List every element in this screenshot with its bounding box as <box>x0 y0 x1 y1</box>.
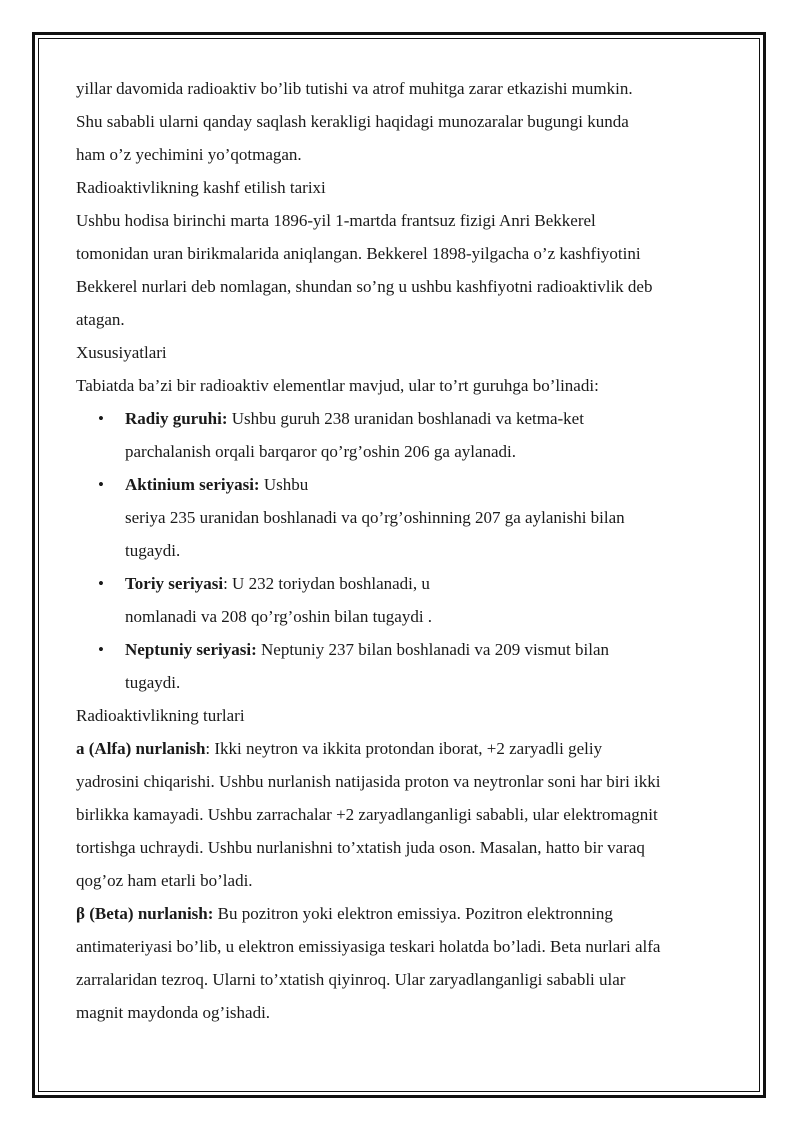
bullet-icon: • <box>98 409 104 428</box>
series-text: Ushbu <box>259 475 309 494</box>
series-text: tugaydi. <box>125 673 181 692</box>
series-text: parchalanish orqali barqaror qo’rg’oshin 206 ga aylanadi. <box>125 442 517 461</box>
text-line: zarralaridan tezroq. Ularni to’xtatish qiyinroq. Ular zaryadlanganligi sababli ular <box>76 970 626 989</box>
alpha-paragraph <box>76 732 736 897</box>
text-line: magnit maydonda og’ishadi. <box>76 1003 271 1022</box>
beta-title: β (Beta) nurlanish: <box>76 904 214 923</box>
history-paragraph <box>76 204 736 336</box>
list-item <box>76 402 736 468</box>
list-item <box>76 567 736 633</box>
beta-paragraph <box>76 897 736 1029</box>
bullet-icon: • <box>98 475 104 494</box>
list-item <box>76 633 736 699</box>
series-text: Ushbu guruh 238 uranidan boshlanadi va ketma-ket <box>227 409 584 428</box>
series-text: seriya 235 uranidan boshlanadi va qo’rg’oshinning 207 ga aylanishi bilan <box>125 508 625 527</box>
beta-text: Bu pozitron yoki elektron emissiya. Pozitron elektronning <box>213 904 613 923</box>
section-heading-properties: Xususiyatlari <box>76 343 167 362</box>
series-text: : U 232 toriydan boshlanadi, u <box>223 574 430 593</box>
series-title: Aktinium seriyasi: <box>125 475 260 494</box>
text-line: yadrosini chiqarishi. Ushbu nurlanish natijasida proton va neytronlar soni har biri ikki <box>76 772 661 791</box>
series-title: Radiy guruhi: <box>125 409 228 428</box>
text-line: qog’oz ham etarli bo’ladi. <box>76 871 253 890</box>
bullet-icon: • <box>98 640 104 659</box>
series-title: Toriy seriyasi <box>125 574 224 593</box>
section-heading-history: Radioaktivlikning kashf etilish tarixi <box>76 178 326 197</box>
alpha-title: a (Alfa) nurlanish <box>76 739 206 758</box>
series-text: tugaydi. <box>125 541 181 560</box>
document-body <box>76 72 736 1029</box>
text-line: antimateriyasi bo’lib, u elektron emissiyasiga teskari holatda bo’ladi. Beta nurlari alfa <box>76 937 661 956</box>
text-line: yillar davomida radioaktiv bo’lib tutishi va atrof muhitga zarar etkazishi mumkin. <box>76 79 633 98</box>
text-line: Ushbu hodisa birinchi marta 1896-yil 1-martda frantsuz fizigi Anri Bekkerel <box>76 211 596 230</box>
text-line: Shu sababli ularni qanday saqlash kerakligi haqidagi munozaralar bugungi kunda <box>76 112 629 131</box>
series-text: nomlanadi va 208 qo’rg’oshin bilan tugaydi . <box>125 607 433 626</box>
text-line: atagan. <box>76 310 125 329</box>
series-text: Neptuniy 237 bilan boshlanadi va 209 vismut bilan <box>256 640 609 659</box>
intro-paragraph <box>76 72 736 171</box>
text-line: birlikka kamayadi. Ushbu zarrachalar +2 zaryadlanganligi sababli, ular elektromagnit <box>76 805 658 824</box>
series-list <box>76 402 736 699</box>
list-item <box>76 468 736 567</box>
text-line: tomonidan uran birikmalarida aniqlangan. Bekkerel 1898-yilgacha o’z kashfiyotini <box>76 244 641 263</box>
alpha-text: : Ikki neytron va ikkita protondan iborat, +2 zaryadli geliy <box>205 739 603 758</box>
text-line: ham o’z yechimini yo’qotmagan. <box>76 145 302 164</box>
properties-intro: Tabiatda ba’zi bir radioaktiv elementlar mavjud, ular to’rt guruhga bo’linadi: <box>76 376 599 395</box>
series-title: Neptuniy seriyasi: <box>125 640 257 659</box>
text-line: Bekkerel nurlari deb nomlagan, shundan so’ng u ushbu kashfiyotni radioaktivlik deb <box>76 277 653 296</box>
text-line: tortishga uchraydi. Ushbu nurlanishni to’xtatish juda oson. Masalan, hatto bir varaq <box>76 838 645 857</box>
section-heading-types: Radioaktivlikning turlari <box>76 706 245 725</box>
bullet-icon: • <box>98 574 104 593</box>
